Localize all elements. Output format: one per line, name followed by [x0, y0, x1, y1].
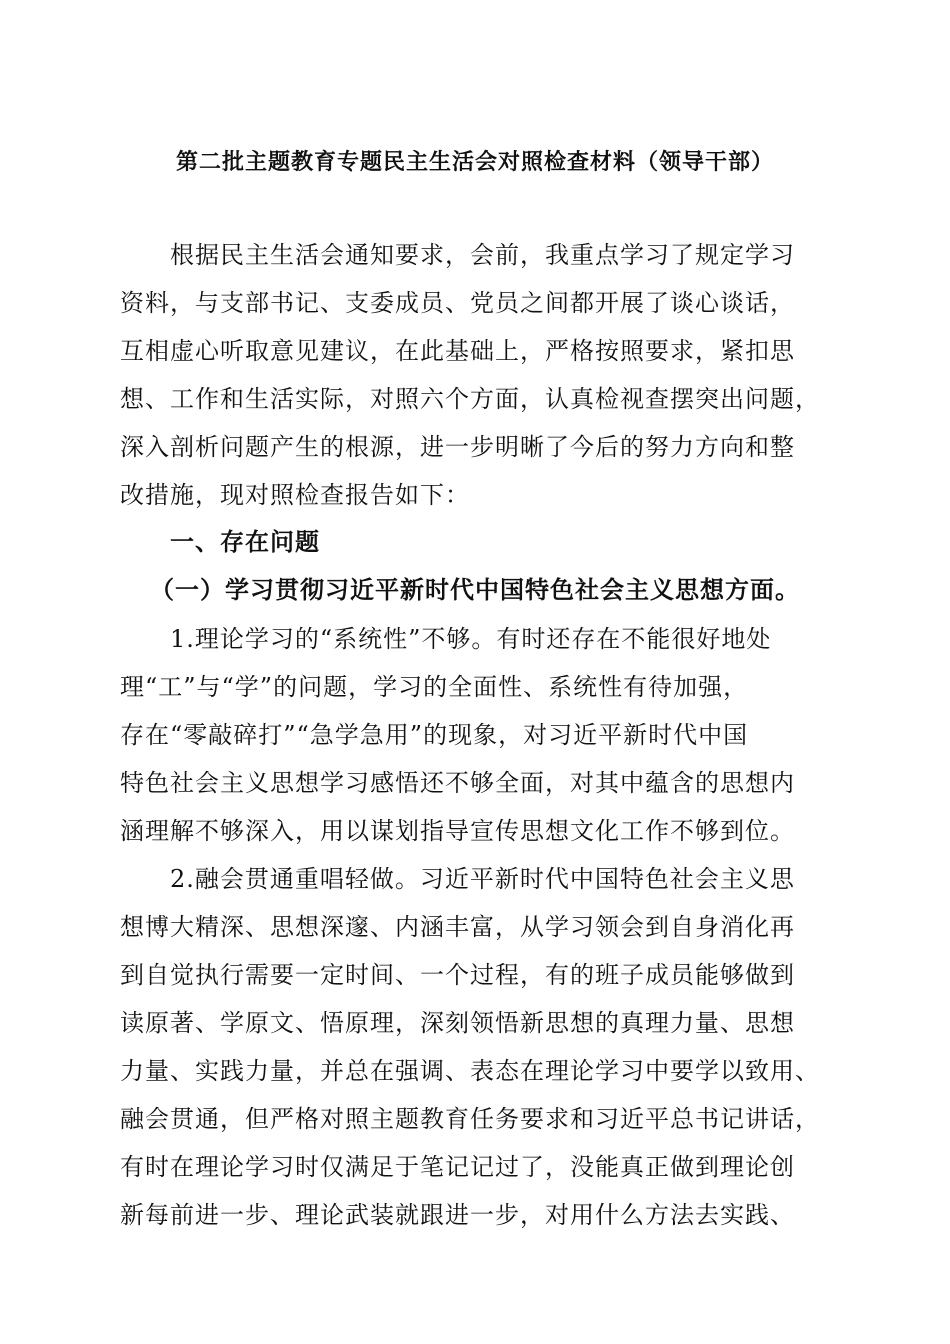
intro-line-5: 深入剖析问题产生的根源，进一步明晰了今后的努力方向和整 — [120, 433, 795, 461]
item1-line-3: 存在“零敲碎打”“急学急用”的现象，对习近平新时代中国 — [120, 721, 749, 749]
intro-line-1: 根据民主生活会通知要求，会前，我重点学习了规定学习 — [170, 241, 795, 269]
item1-line-4: 特色社会主义思想学习感悟还不够全面，对其中蕴含的思想内 — [120, 769, 795, 797]
section1-heading: 一、存在问题 — [170, 528, 320, 556]
item2-line-5: 力量、实践力量，并总在强调、表态在理论学习中要学以致用、 — [120, 1057, 820, 1085]
item2-line-1: 2.融会贯通重唱轻做。习近平新时代中国特色社会主义思 — [170, 865, 795, 893]
item1-line-2: 理“工”与“学”的问题，学习的全面性、系统性有待加强， — [120, 673, 749, 701]
intro-line-2: 资料，与支部书记、支委成员、党员之间都开展了谈心谈话， — [120, 289, 795, 317]
item2-line-6: 融会贯通，但严格对照主题教育任务要求和习近平总书记讲话， — [120, 1105, 820, 1133]
item2-line-7: 有时在理论学习时仅满足于笔记记过了，没能真正做到理论创 — [120, 1153, 795, 1181]
item2-line-3: 到自觉执行需要一定时间、一个过程，有的班子成员能够做到 — [120, 961, 795, 989]
document-title: 第二批主题教育专题民主生活会对照检查材料（领导干部） — [175, 149, 774, 175]
item2-line-4: 读原著、学原文、悟原理，深刻领悟新思想的真理力量、思想 — [120, 1009, 795, 1037]
item2-line-8: 新每前进一步、理论武装就跟进一步，对用什么方法去实践、 — [120, 1201, 795, 1229]
item2-line-2: 想博大精深、思想深邃、内涵丰富，从学习领会到自身消化再 — [120, 913, 795, 941]
item1-line-1: 1.理论学习的“系统性”不够。有时还存在不能很好地处 — [170, 625, 772, 653]
item1-line-5: 涵理解不够深入，用以谋划指导宣传思想文化工作不够到位。 — [120, 817, 795, 845]
intro-line-4: 想、工作和生活实际，对照六个方面，认真检视查摆突出问题， — [120, 385, 820, 413]
subsection1-heading: （一）学习贯彻习近平新时代中国特色社会主义思想方面。 — [150, 575, 800, 604]
intro-line-3: 互相虚心听取意见建议，在此基础上，严格按照要求，紧扣思 — [120, 337, 795, 365]
intro-line-6: 改措施，现对照检查报告如下： — [120, 481, 470, 509]
